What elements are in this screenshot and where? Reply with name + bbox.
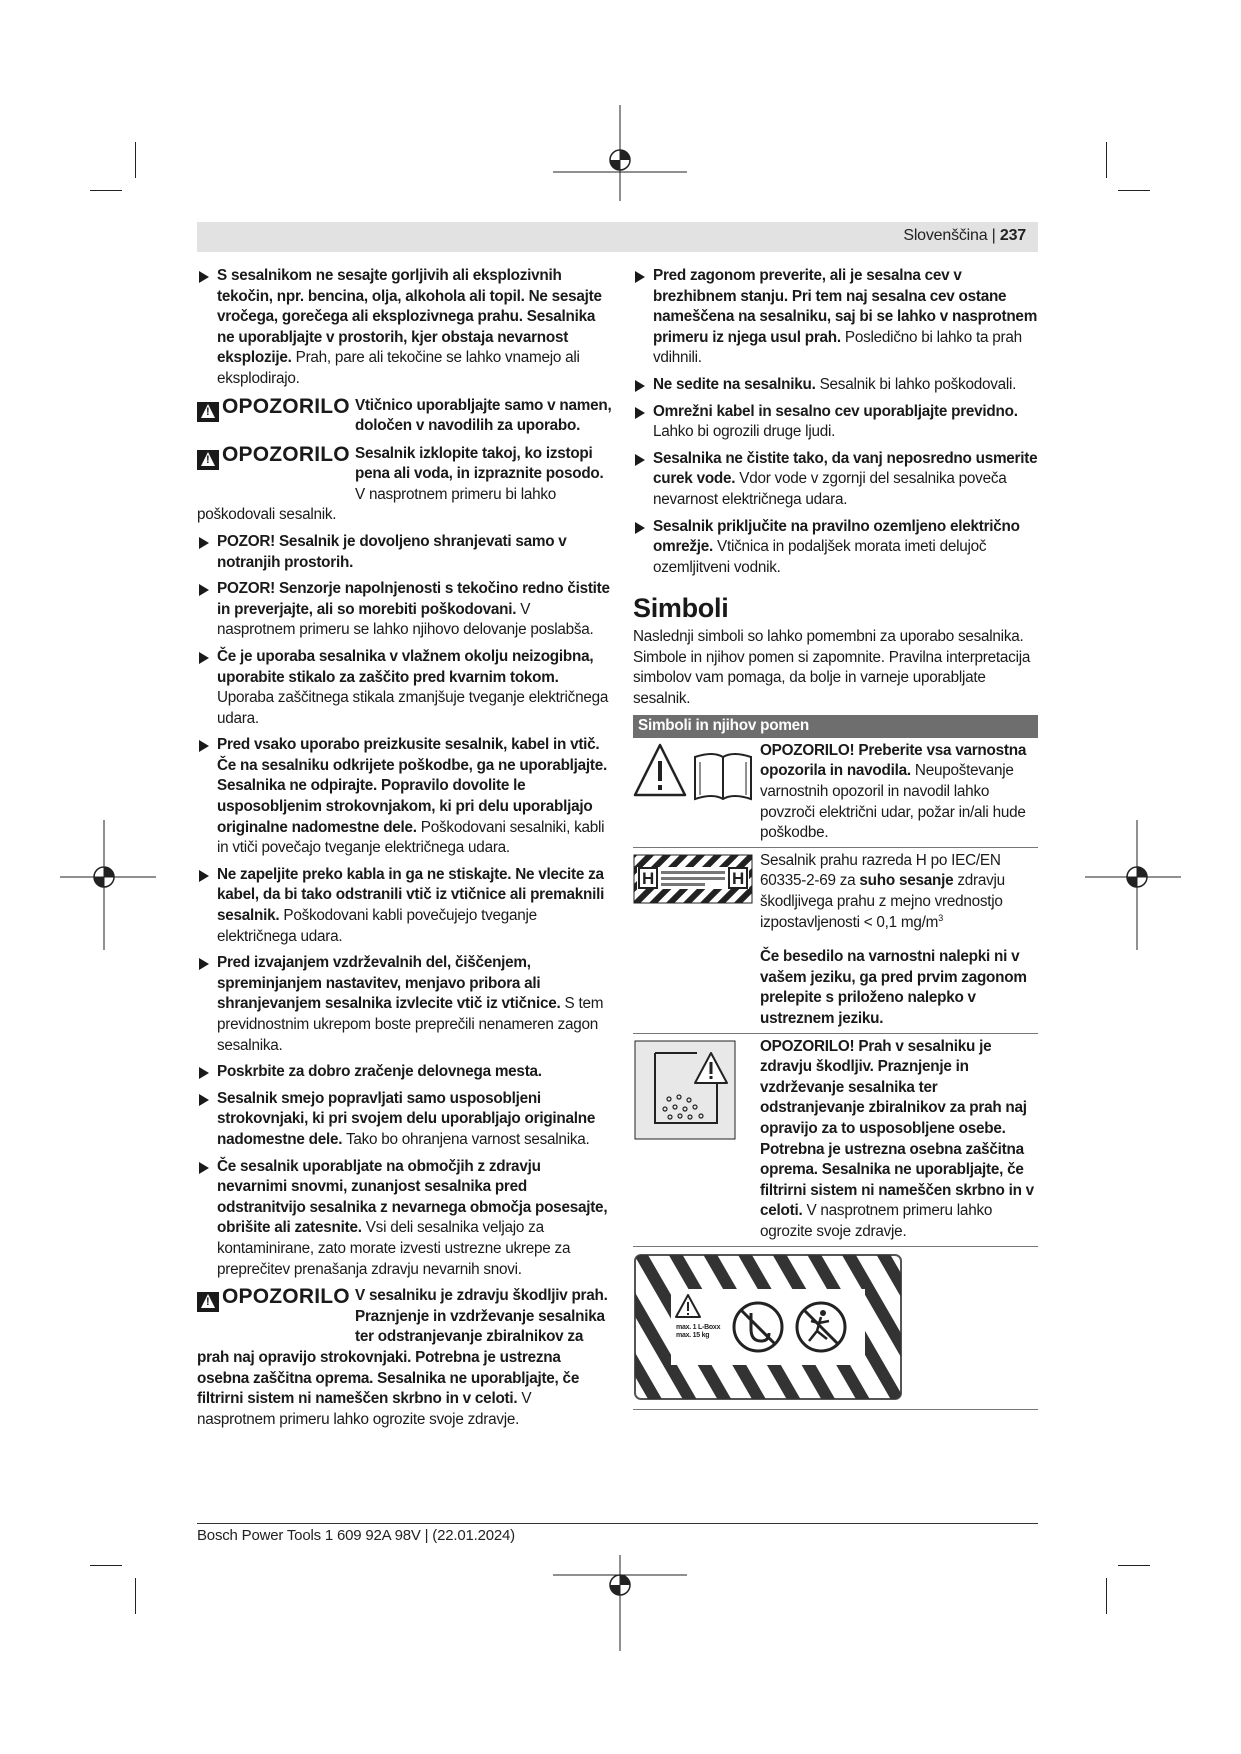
safety-bullet bbox=[197, 266, 612, 390]
bullet-arrow-icon bbox=[635, 454, 645, 466]
dust-class-text bbox=[760, 851, 1038, 933]
bullet-text: Uporaba zaščitnega stikala zmanjšuje tveganje električnega udara. bbox=[217, 689, 609, 727]
section-title: Simboli bbox=[633, 593, 729, 624]
symbol-text: V nasprotnem primeru lahko ogrozite svoje zdravje. bbox=[760, 1202, 993, 1240]
warning-word: OPOZORILO bbox=[222, 442, 350, 466]
footer-divider bbox=[197, 1523, 1038, 1524]
superscript: 3 bbox=[938, 912, 943, 923]
symbol-cell bbox=[633, 1037, 755, 1243]
bullet-text: S tem previdnostnim ukrepom boste preprečili nenameren zagon sesalnika. bbox=[217, 995, 604, 1054]
crop-mark bbox=[90, 1565, 122, 1566]
symbol-row bbox=[633, 1034, 1038, 1247]
warning-block bbox=[197, 1286, 612, 1430]
bullet-bold: Pred izvajanjem vzdrževalnih del, čiščenjem, spreminjanjem nastavitev, menjavo pribora ali shranjevanjem sesalnika izvlecite vtič iz vtičnice. bbox=[217, 954, 561, 1013]
bullet-arrow-icon bbox=[635, 271, 645, 283]
harmful-dust-icon bbox=[633, 1037, 753, 1147]
symbol-description bbox=[755, 1037, 1038, 1243]
bullet-arrow-icon bbox=[635, 407, 645, 419]
crop-mark bbox=[1118, 1565, 1150, 1566]
safety-bullet bbox=[197, 1157, 612, 1281]
warning-label bbox=[197, 396, 355, 438]
symbol-row bbox=[633, 1247, 1038, 1410]
bullet-text: Poškodovani sesalniki, kabli in vtiči povečajo tveganje električnega udara. bbox=[217, 818, 605, 857]
bullet-bold: Če je uporaba sesalnika v vlažnem okolju neizogibna, uporabite stikalo za zaščito pred kvarnim tokom. bbox=[217, 647, 594, 686]
warning-label bbox=[197, 444, 355, 486]
dust-class-h-icon bbox=[633, 851, 753, 907]
safety-bullet bbox=[633, 266, 1038, 369]
safety-bullet bbox=[197, 1062, 612, 1083]
bullet-bold: Če sesalnik uporabljate na območjih z zdravju nevarnimi snovmi, zunanjost sesalnika pred odstranitvijo sesalnika z nevarnega območja posesajte, obrišite ali zatesnite. bbox=[217, 1157, 608, 1237]
warning-text: V nasprotnem primeru bi lahko poškodovali sesalnik. bbox=[197, 485, 557, 524]
page-footer: Bosch Power Tools 1 609 92A 98V | (22.01.2024) bbox=[197, 1527, 515, 1544]
bullet-bold: Pred zagonom preverite, ali je sesalna cev v brezhibnem stanju. Pri tem naj sesalna cev ostane nameščena na sesalniku, saj bi se lahko v nasprotnem primeru iz njega usul prah. bbox=[653, 267, 1038, 346]
bullet-text: Sesalnik bi lahko poškodovali. bbox=[815, 375, 1017, 393]
bullet-bold: Poskrbite za dobro zračenje delovnega mesta. bbox=[217, 1063, 542, 1081]
header-language: Slovenščina bbox=[903, 227, 988, 244]
header-text: Slovenščina | 237 bbox=[903, 227, 1026, 244]
registration-mark-icon bbox=[60, 820, 156, 950]
bullet-arrow-icon bbox=[199, 271, 209, 283]
warning-label bbox=[197, 1286, 355, 1328]
registration-mark-icon bbox=[553, 1555, 687, 1651]
warning-bold: Sesalnik izklopite takoj, ko izstopi pena ali voda, in izpraznite posodo. bbox=[355, 444, 604, 483]
bullet-arrow-icon bbox=[199, 870, 209, 882]
left-column bbox=[197, 266, 612, 1436]
bullet-bold: S sesalnikom ne sesajte gorljivih ali eksplozivnih tekočin, npr. bencina, olja, alkohola ali topil. Ne sesajte vročega, gorečega ali eksplozivnega prahu. Sesalnika ne uporabljajte v prostorih, kjer obstaja nevarnost eksplozije. bbox=[217, 267, 602, 367]
crop-mark bbox=[135, 142, 136, 178]
symbol-description bbox=[755, 851, 1038, 1030]
registration-mark-icon bbox=[553, 105, 687, 201]
warning-bold: V sesalniku je zdravju škodljiv prah. Praznjenje in vzdrževanje sesalnika ter odstranjevanje zbiralnikov za prah naj opravijo strokovnjaki. Potrebna je ustrezna osebna zaščitna oprema. Sesalnika ne uporabljajte, če filtrirni sistem ni nameščen skrbno in v celoti. bbox=[197, 1287, 608, 1408]
crop-mark bbox=[135, 1578, 136, 1614]
safety-bullet bbox=[197, 1089, 612, 1151]
symbol-cell bbox=[633, 851, 755, 1030]
bullet-bold: Ne zapeljite preko kabla in ga ne stiskajte. Ne vlecite za kabel, da bi tako odstranili vtič iz vtičnice ali premaknili sesalnik. bbox=[217, 865, 605, 925]
safety-bullet bbox=[633, 402, 1038, 443]
safety-bullet bbox=[197, 647, 612, 729]
bullet-arrow-icon bbox=[635, 380, 645, 392]
warning-block bbox=[197, 444, 612, 526]
bullet-text: Vtičnica in podaljšek morata imeti delujoč ozemljitveni vodnik. bbox=[653, 538, 987, 576]
lboxx-label-text bbox=[676, 1324, 720, 1340]
bullet-bold: Omrežni kabel in sesalno cev uporabljajte previdno. bbox=[653, 402, 1018, 420]
bullet-text: Prah, pare ali tekočine se lahko vnamejo ali eksplodirajo. bbox=[217, 349, 580, 387]
bullet-bold: Sesalnik priključite na pravilno ozemljeno električno omrežje. bbox=[653, 517, 1020, 556]
page-number: 237 bbox=[999, 227, 1026, 244]
bullet-text: Vsi deli sesalnika veljajo za kontaminirane, zato morate izvesti ustrezne ukrepe za preprečitev prenašanja zdravju nevarnih snovi. bbox=[217, 1219, 571, 1278]
safety-bullet bbox=[633, 449, 1038, 511]
safety-bullet bbox=[197, 953, 612, 1056]
section-intro: Naslednji simboli so lahko pomembni za uporabo sesalnika. Simbole in njihov pomen si zapomnite. Pravilna interpretacija simbolov vam pomaga, da bolje in varneje uporabljate sesalnik. bbox=[633, 627, 1031, 707]
lboxx-line2: max. 15 kg bbox=[676, 1331, 710, 1339]
page-header bbox=[197, 222, 1038, 252]
symbol-text: Sesalnik prahu razreda H po IEC/EN 60335-2-69 za bbox=[760, 851, 1001, 890]
symbol-bold: Če besedilo na varnostni nalepki ni v vašem jeziku, ga pred prvim zagonom prelepite s priloženo nalepko v ustreznem jeziku. bbox=[760, 948, 1027, 1027]
safety-bullet bbox=[633, 517, 1038, 579]
bullet-arrow-icon bbox=[635, 522, 645, 534]
symbol-text: Neupoštevanje varnostnih opozoril in navodil lahko povzroči električni udar, požar in/ali hude poškodbe. bbox=[760, 762, 1026, 842]
bullet-arrow-icon bbox=[199, 740, 209, 752]
bullet-arrow-icon bbox=[199, 584, 209, 596]
symbol-cell bbox=[633, 741, 755, 844]
warning-block bbox=[197, 396, 612, 438]
registration-mark-icon bbox=[1085, 820, 1181, 950]
crop-mark bbox=[90, 190, 122, 191]
bullet-bold: Sesalnika ne čistite tako, da vanj neposredno usmerite curek vode. bbox=[653, 449, 1038, 488]
warning-triangle-icon: ! bbox=[197, 1292, 219, 1312]
right-column bbox=[633, 266, 1038, 1410]
bullet-bold: Sesalnik smejo popravljati samo usposobljeni strokovnjaki, ki pri svojem delu uporabljajo originalne nadomestne dele. bbox=[217, 1089, 596, 1148]
warning-word: OPOZORILO bbox=[222, 1285, 350, 1309]
warning-read-manual-icon bbox=[633, 741, 753, 803]
bullet-arrow-icon bbox=[199, 1162, 209, 1174]
bullet-arrow-icon bbox=[199, 1067, 209, 1079]
safety-bullet bbox=[197, 579, 612, 641]
bullet-bold: POZOR! Sesalnik je dovoljeno shranjevati samo v notranjih prostorih. bbox=[217, 532, 567, 571]
bullet-arrow-icon bbox=[199, 537, 209, 549]
warning-bold: Vtičnico uporabljajte samo v namen, določen v navodilih za uporabo. bbox=[355, 396, 612, 435]
svg-text:H: H bbox=[731, 868, 745, 888]
safety-bullet bbox=[197, 532, 612, 573]
crop-mark bbox=[1118, 190, 1150, 191]
svg-text:H: H bbox=[641, 868, 655, 888]
bullet-bold: Ne sedite na sesalniku. bbox=[653, 375, 816, 393]
warning-text: V nasprotnem primeru lahko ogrozite svoje zdravje. bbox=[197, 1390, 532, 1428]
warning-triangle-icon: ! bbox=[197, 402, 219, 422]
bullet-bold: Pred vsako uporabo preizkusite sesalnik, kabel in vtič. Če na sesalniku odkrijete poškodbe, ga ne uporabljajte. Sesalnika ne odpirajte. Popravilo dovolite le usposobljenim strokovnjakom, ki pri delu uporabljajo originalne nadomestne dele. bbox=[217, 736, 608, 836]
bullet-text: V nasprotnem primeru se lahko njihovo delovanje poslabša. bbox=[217, 600, 594, 639]
symbol-description bbox=[755, 741, 1038, 844]
crop-mark bbox=[1106, 1578, 1107, 1614]
safety-bullet bbox=[633, 375, 1038, 396]
lboxx-line1: max. 1 L-Boxx bbox=[676, 1323, 721, 1331]
bullet-bold: POZOR! Senzorje napolnjenosti s tekočino redno čistite in preverjajte, ali so morebiti poškodovani. bbox=[217, 580, 610, 618]
warning-word: OPOZORILO bbox=[222, 394, 350, 418]
bullet-arrow-icon bbox=[199, 1094, 209, 1106]
bullet-text: Tako bo ohranjena varnost sesalnika. bbox=[342, 1130, 590, 1148]
bullet-arrow-icon bbox=[199, 958, 209, 970]
symbol-row bbox=[633, 848, 1038, 1034]
symbol-bold: suho sesanje bbox=[859, 872, 954, 890]
bullet-text: Vdor vode v zgornji del sesalnika poveča nevarnost električnega udara. bbox=[653, 470, 1007, 508]
lboxx-label-graphic bbox=[633, 1253, 903, 1401]
safety-bullet bbox=[197, 735, 612, 859]
warning-triangle-icon: ! bbox=[197, 450, 219, 470]
crop-mark bbox=[1106, 142, 1107, 178]
bullet-text: Lahko bi ogrozili druge ljudi. bbox=[653, 423, 836, 441]
bullet-arrow-icon bbox=[199, 652, 209, 664]
symbol-text: zdravju škodljivega prahu z mejno vrednostjo izpostavljenosti < 0,1 mg/m bbox=[760, 872, 1005, 931]
safety-bullet bbox=[197, 865, 612, 947]
symbol-bold: OPOZORILO! Preberite vsa varnostna opozorila in navodila. bbox=[760, 741, 1027, 780]
symbol-row bbox=[633, 738, 1038, 848]
symbols-table-header: Simboli in njihov pomen bbox=[633, 715, 1038, 738]
lboxx-warning-label-icon bbox=[633, 1253, 903, 1401]
bullet-text: Poškodovani kabli povečujejo tveganje električnega udara. bbox=[217, 907, 537, 945]
symbol-bold: OPOZORILO! Prah v sesalniku je zdravju škodljiv. Praznjenje in vzdrževanje sesalnika ter odstranjevanje zbiralnikov za prah naj opravijo za to usposobljene osebe. Potrebna je ustrezna osebna zaščitna oprema. Sesalnika ne uporabljajte, če filtrirni sistem ni nameščen skrbno in v celoti. bbox=[760, 1037, 1034, 1220]
bullet-text: Posledično bi lahko ta prah vdihnili. bbox=[653, 328, 1022, 367]
